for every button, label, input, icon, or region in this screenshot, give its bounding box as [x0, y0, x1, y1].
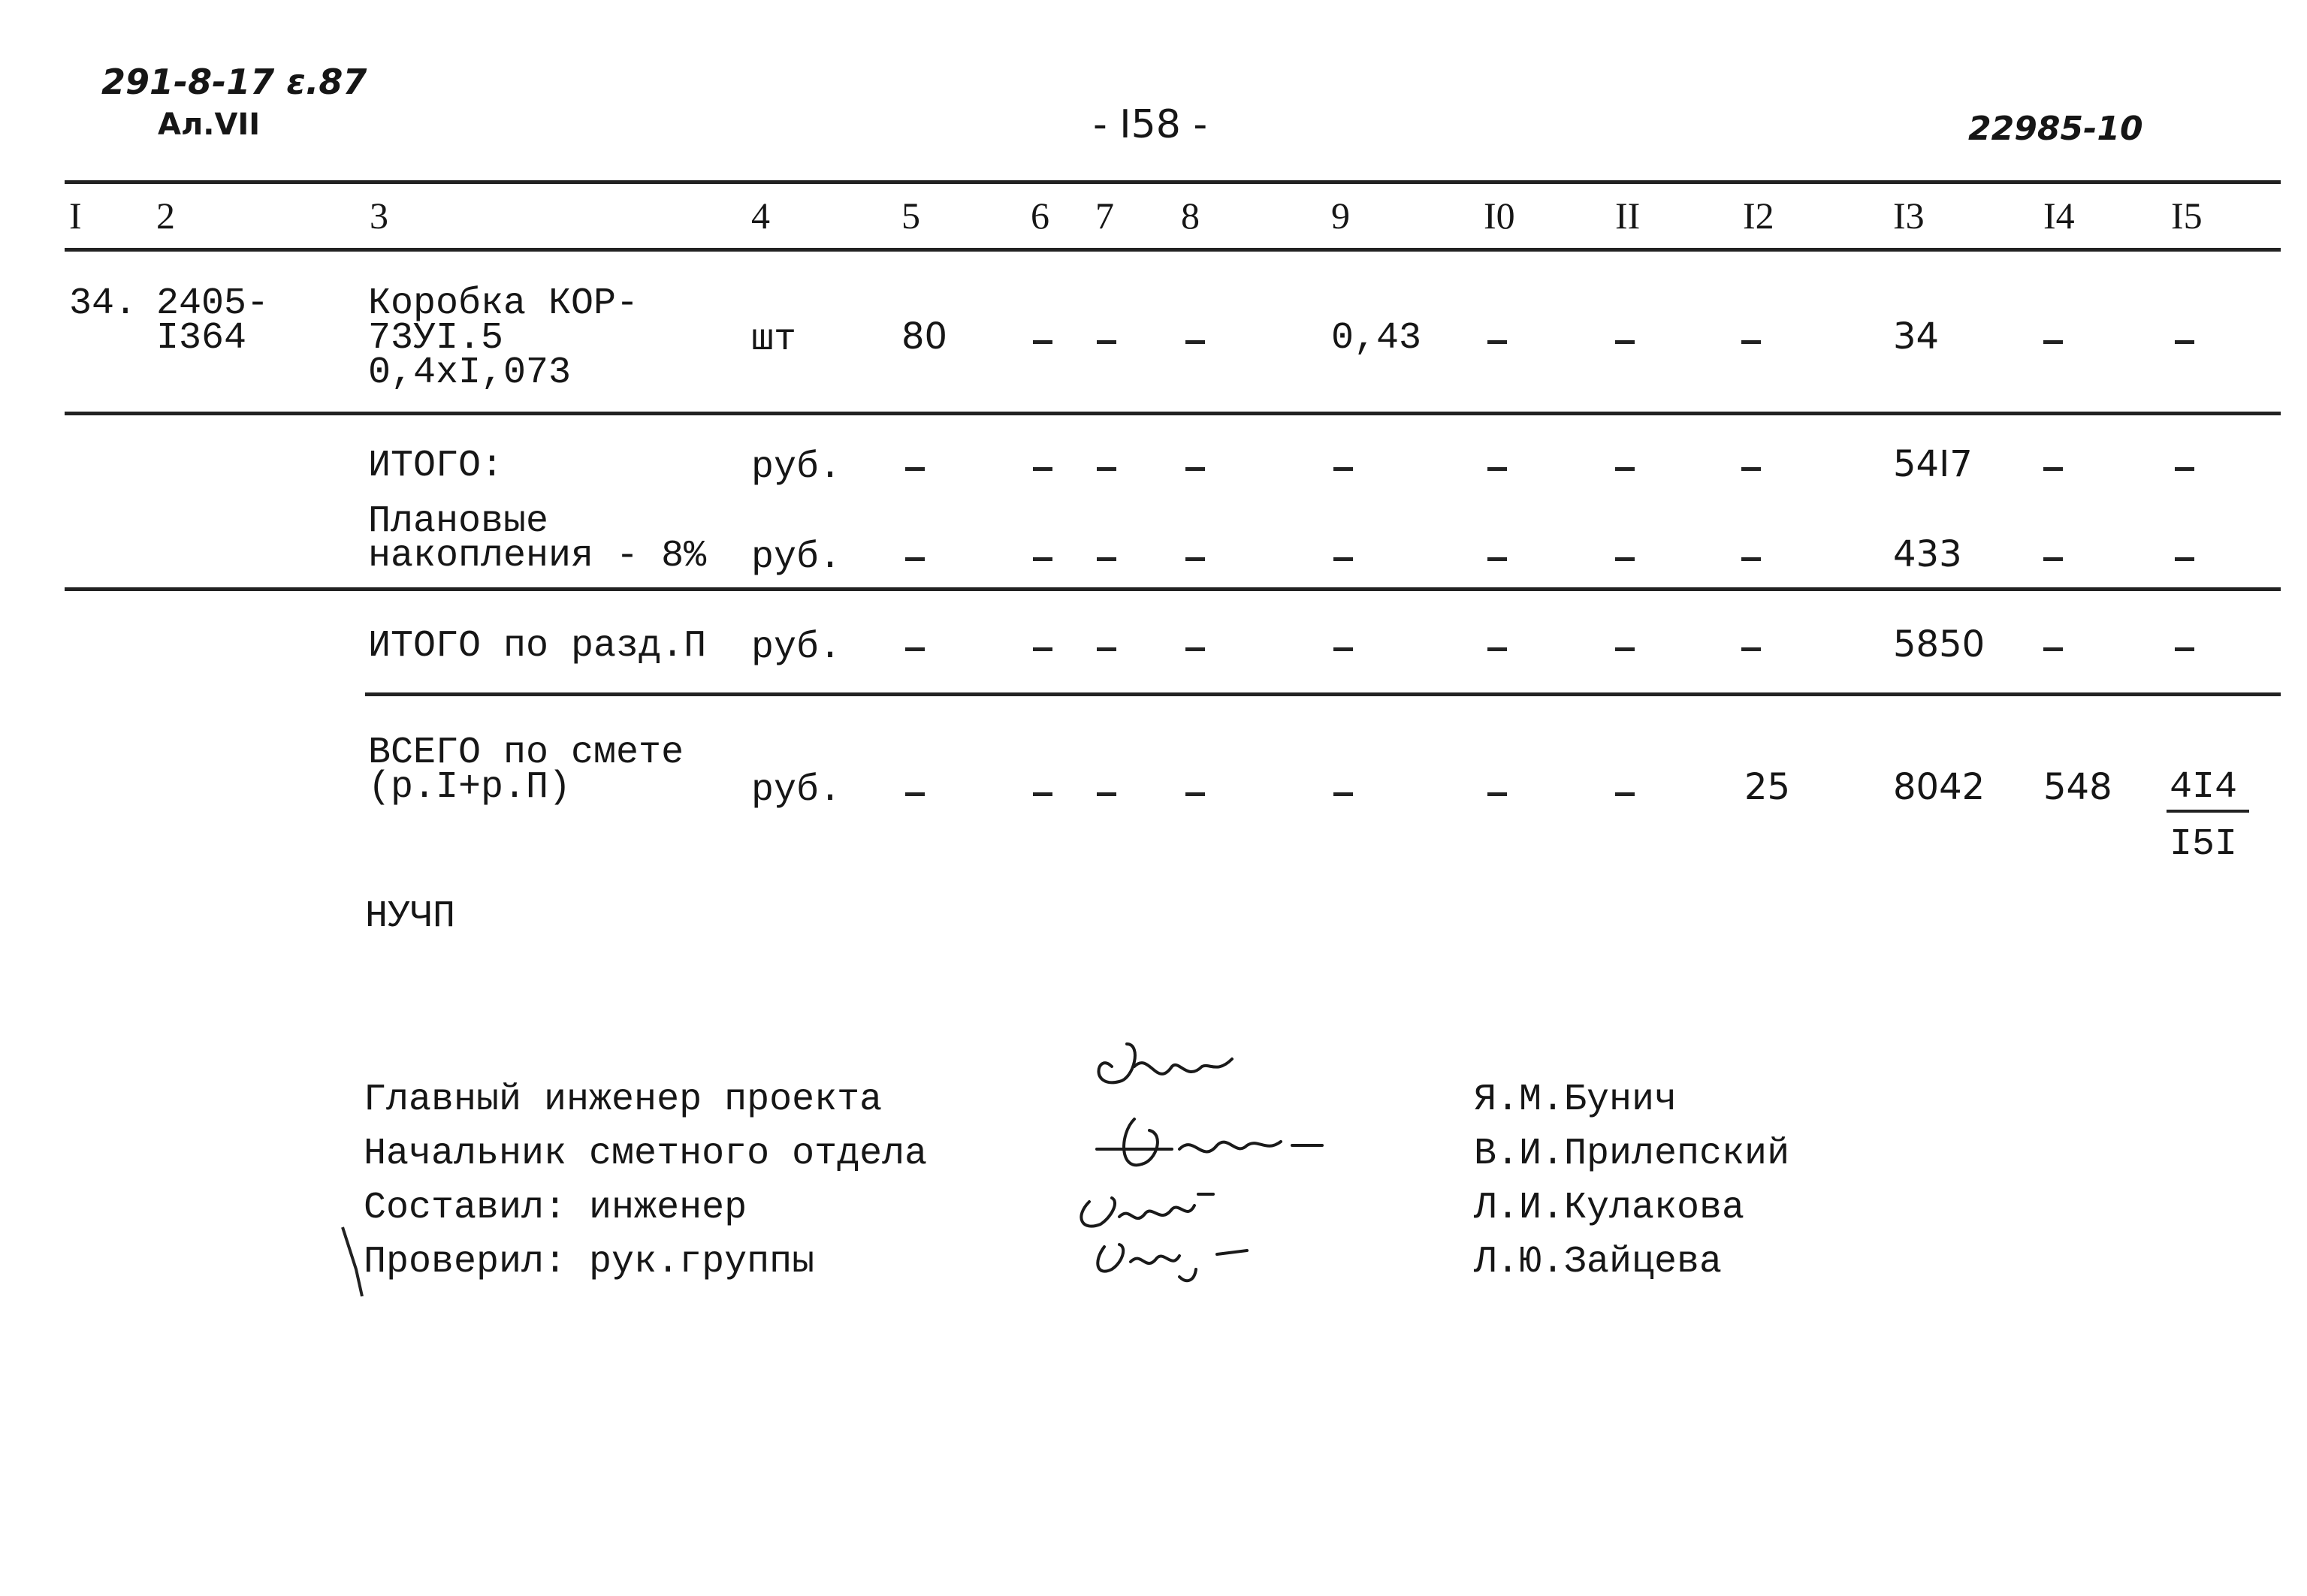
dash-mark	[1487, 340, 1507, 344]
dash-mark	[1333, 792, 1353, 796]
row-code: 2405-	[156, 282, 270, 325]
dash-mark	[1033, 792, 1052, 796]
column-header: I4	[2043, 195, 2075, 237]
planned-savings-label: Плановые	[368, 500, 549, 543]
dash-mark	[2175, 467, 2194, 471]
dash-mark	[1185, 792, 1205, 796]
dash-mark	[2043, 467, 2063, 471]
dash-mark	[1487, 647, 1507, 651]
row-divider	[365, 692, 2281, 696]
dash-mark	[1487, 557, 1507, 561]
dash-mark	[1615, 557, 1635, 561]
column-header: 3	[370, 195, 388, 237]
dash-mark	[1033, 647, 1052, 651]
column-header: 8	[1181, 195, 1200, 237]
dash-mark	[905, 557, 925, 561]
dash-mark	[1487, 467, 1507, 471]
row-col9: 0,43	[1331, 317, 1422, 360]
section-total-unit: руб.	[751, 626, 842, 669]
grand-total-label: (р.I+р.П)	[368, 766, 572, 809]
column-header: 5	[901, 195, 920, 237]
planned-savings-col13: 433	[1893, 533, 1962, 575]
dash-mark	[1097, 340, 1116, 344]
dash-mark	[1741, 647, 1761, 651]
section-total-col13: 5850	[1893, 623, 1985, 665]
dash-mark	[1333, 467, 1353, 471]
dash-mark	[2043, 647, 2063, 651]
grand-total-col14: 548	[2043, 766, 2112, 808]
row-item-name: Коробка КОР-	[368, 282, 639, 325]
header-bottom-rule	[65, 248, 2281, 252]
total-label: ИТОГО:	[368, 445, 504, 487]
dash-mark	[1033, 557, 1052, 561]
fraction-line	[2167, 810, 2249, 813]
dash-mark	[1741, 467, 1761, 471]
dash-mark	[1333, 557, 1353, 561]
signer-role: Проверил: рук.группы	[364, 1241, 815, 1284]
dash-mark	[1097, 467, 1116, 471]
dash-mark	[1097, 647, 1116, 651]
handwritten-signatures-icon	[1067, 1021, 1427, 1292]
column-header: 7	[1095, 195, 1114, 237]
dash-mark	[905, 467, 925, 471]
dash-mark	[2043, 340, 2063, 344]
signer-name: Л.Ю.Зайцева	[1474, 1241, 1723, 1284]
dash-mark	[1185, 340, 1205, 344]
row-item-name: 73УI.5	[368, 317, 504, 360]
dash-mark	[1615, 792, 1635, 796]
dash-mark	[2175, 340, 2194, 344]
nuchp-label: НУЧП	[365, 895, 456, 938]
dash-mark	[905, 647, 925, 651]
column-header: I0	[1484, 195, 1515, 237]
grand-total-col15-top: 4I4	[2170, 766, 2238, 809]
column-header: 6	[1031, 195, 1049, 237]
row-col13: 34	[1893, 315, 1940, 358]
page-number: - I58 -	[1093, 102, 1208, 147]
dash-mark	[1033, 340, 1052, 344]
signer-role: Главный инженер проекта	[364, 1079, 883, 1121]
dash-mark	[1185, 557, 1205, 561]
sheet-reference: 22985-10	[1968, 110, 2143, 148]
dash-mark	[1185, 467, 1205, 471]
signer-role: Составил: инженер	[364, 1187, 747, 1229]
column-header: I2	[1743, 195, 1774, 237]
dash-mark	[1097, 557, 1116, 561]
column-header: I3	[1893, 195, 1925, 237]
dash-mark	[905, 792, 925, 796]
row-col5: 80	[901, 315, 948, 358]
dash-mark	[1033, 467, 1052, 471]
doc-code: 291-8-17 ε.87	[101, 62, 367, 102]
column-header: 9	[1331, 195, 1350, 237]
column-header: 2	[156, 195, 175, 237]
dash-mark	[1741, 557, 1761, 561]
grand-total-col15-bottom: I5I	[2170, 823, 2238, 866]
row-divider	[65, 587, 2281, 591]
row-divider	[65, 412, 2281, 415]
dash-mark	[2043, 557, 2063, 561]
column-header: II	[1615, 195, 1641, 237]
grand-total-unit: руб.	[751, 769, 842, 812]
planned-savings-label: накопления - 8%	[368, 535, 707, 578]
signer-name: В.И.Прилепский	[1474, 1133, 1790, 1175]
dash-mark	[1097, 792, 1116, 796]
column-header: I5	[2171, 195, 2203, 237]
grand-total-label: ВСЕГО по смете	[368, 732, 684, 774]
check-mark-icon	[340, 1224, 370, 1299]
signer-name: Л.И.Кулакова	[1474, 1187, 1745, 1229]
signer-role: Начальник сметного отдела	[364, 1133, 928, 1175]
row-code: I364	[156, 317, 247, 360]
dash-mark	[1333, 647, 1353, 651]
album-label: Ал.VII	[158, 107, 261, 142]
column-header: 4	[751, 195, 770, 237]
dash-mark	[1487, 792, 1507, 796]
signer-name: Я.М.Бунич	[1474, 1079, 1677, 1121]
dash-mark	[1615, 647, 1635, 651]
row-number: 34.	[69, 282, 137, 325]
dash-mark	[1615, 467, 1635, 471]
dash-mark	[2175, 647, 2194, 651]
total-col13: 54I7	[1893, 443, 1973, 485]
row-unit: шт	[751, 318, 797, 361]
grand-total-col13: 8042	[1893, 766, 1985, 808]
dash-mark	[2175, 557, 2194, 561]
dash-mark	[1615, 340, 1635, 344]
section-total-label: ИТОГО по разд.П	[368, 625, 707, 668]
dash-mark	[1741, 340, 1761, 344]
table-top-rule	[65, 180, 2281, 184]
total-unit: руб.	[751, 446, 842, 489]
dash-mark	[1185, 647, 1205, 651]
planned-savings-unit: руб.	[751, 536, 842, 579]
column-header: I	[69, 195, 82, 237]
grand-total-col12: 25	[1744, 766, 1791, 808]
row-item-name: 0,4xI,073	[368, 351, 572, 394]
